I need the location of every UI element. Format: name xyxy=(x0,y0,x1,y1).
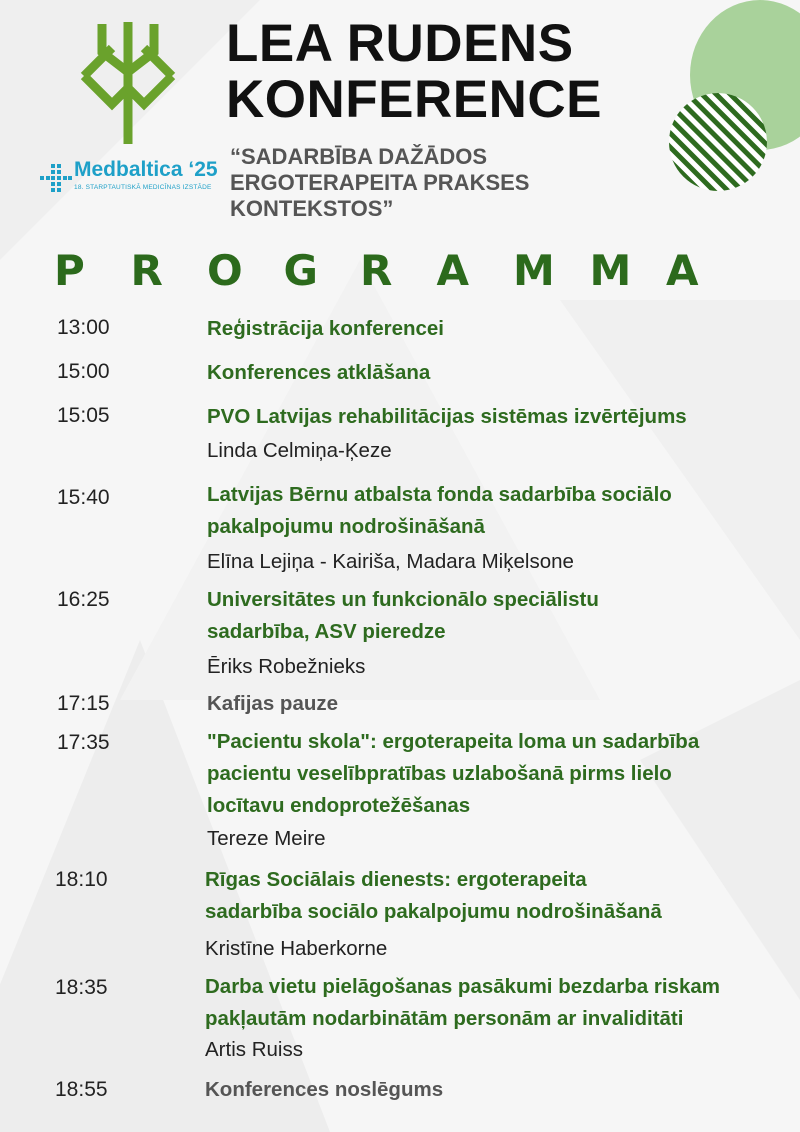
schedule-speaker: Linda Celmiņa-Ķeze xyxy=(207,439,392,462)
schedule-time: 18:10 xyxy=(55,868,108,891)
hatched-circle xyxy=(668,92,768,192)
tree-logo-icon xyxy=(72,18,184,148)
title-line-1: LEA RUDENS xyxy=(226,14,574,73)
programma-letter: A xyxy=(436,246,470,295)
subtitle-line-1: “SADARBĪBA DAŽĀDOS xyxy=(230,144,488,169)
programma-letter: M xyxy=(589,246,632,295)
subtitle-line-2: ERGOTERAPEITA PRAKSES xyxy=(230,170,530,195)
schedule-title-line: pakalpojumu nodrošināšanā xyxy=(207,515,485,538)
conference-subtitle xyxy=(230,144,650,222)
schedule-title xyxy=(207,726,787,822)
medical-cross-icon xyxy=(40,164,72,192)
schedule-time: 16:25 xyxy=(57,588,110,611)
medbaltica-tagline: 18. STARPTAUTISKĀ MEDICĪNAS IZSTĀDE xyxy=(74,184,212,191)
programma-heading xyxy=(54,246,754,295)
schedule-title xyxy=(205,1074,785,1106)
schedule-title-line: Latvijas Bērnu atbalsta fonda sadarbība sociālo xyxy=(207,483,672,506)
schedule-title-line: sadarbība, ASV pieredze xyxy=(207,620,446,643)
subtitle-line-3: KONTEKSTOS” xyxy=(230,196,394,221)
schedule-title-line: Rīgas Sociālais dienests: ergoterapeita xyxy=(205,868,587,891)
schedule-title-line: Universitātes un funkcionālo speciālistu xyxy=(207,588,599,611)
schedule-time: 17:35 xyxy=(57,731,110,754)
schedule-title xyxy=(207,688,787,720)
programma-letter: G xyxy=(283,246,318,295)
schedule-speaker: Ēriks Robežnieks xyxy=(207,655,366,678)
schedule-title xyxy=(207,584,787,648)
schedule-title-line: Darba vietu pielāgošanas pasākumi bezdarba riskam xyxy=(205,975,720,998)
schedule-title-line: pakļautām nodarbinātām personām ar invaliditāti xyxy=(205,1007,684,1030)
programma-letter: A xyxy=(666,246,699,295)
schedule-time: 13:00 xyxy=(57,316,110,339)
schedule-time: 17:15 xyxy=(57,692,110,715)
schedule-title-line: sadarbība sociālo pakalpojumu nodrošināšanā xyxy=(205,900,662,923)
schedule-title-line: PVO Latvijas rehabilitācijas sistēmas izvērtējums xyxy=(207,405,687,428)
schedule-title xyxy=(207,313,787,345)
schedule-time: 15:00 xyxy=(57,360,110,383)
schedule-title-line: pacientu veselībpratības uzlabošanā pirms lielo xyxy=(207,762,672,785)
schedule-speaker: Elīna Lejiņa - Kairiša, Madara Miķelsone xyxy=(207,550,574,573)
schedule-time: 15:05 xyxy=(57,404,110,427)
schedule-title-line: Kafijas pauze xyxy=(207,692,339,715)
programma-letter: R xyxy=(360,246,393,295)
conference-title xyxy=(226,16,602,128)
programma-letter: P xyxy=(54,246,85,295)
medbaltica-name: Medbaltica ‘25 xyxy=(74,158,218,181)
schedule-title-line: Reģistrācija konferencei xyxy=(207,317,444,340)
schedule-time: 15:40 xyxy=(57,486,110,509)
title-line-2: KONFERENCE xyxy=(226,70,603,129)
programma-letter: M xyxy=(513,246,555,295)
programma-letter: R xyxy=(130,246,163,295)
schedule-time: 18:55 xyxy=(55,1078,108,1101)
schedule-title xyxy=(207,357,787,389)
schedule-title-line: locītavu endoprotežēšanas xyxy=(207,794,471,817)
programma-letter: O xyxy=(207,246,243,295)
medbaltica-logo xyxy=(40,160,220,196)
schedule-speaker: Artis Ruiss xyxy=(205,1038,303,1061)
schedule-speaker: Kristīne Haberkorne xyxy=(205,937,388,960)
schedule-title xyxy=(205,864,785,928)
schedule-speaker: Tereze Meire xyxy=(207,827,326,850)
schedule-title-line: "Pacientu skola": ergoterapeita loma un sadarbība xyxy=(207,730,700,753)
schedule-title xyxy=(207,401,787,433)
schedule-title-line: Konferences atklāšana xyxy=(207,361,431,384)
schedule-title xyxy=(207,479,787,543)
schedule-time: 18:35 xyxy=(55,976,108,999)
schedule-title-line: Konferences noslēgums xyxy=(205,1078,444,1101)
schedule-title xyxy=(205,971,795,1035)
